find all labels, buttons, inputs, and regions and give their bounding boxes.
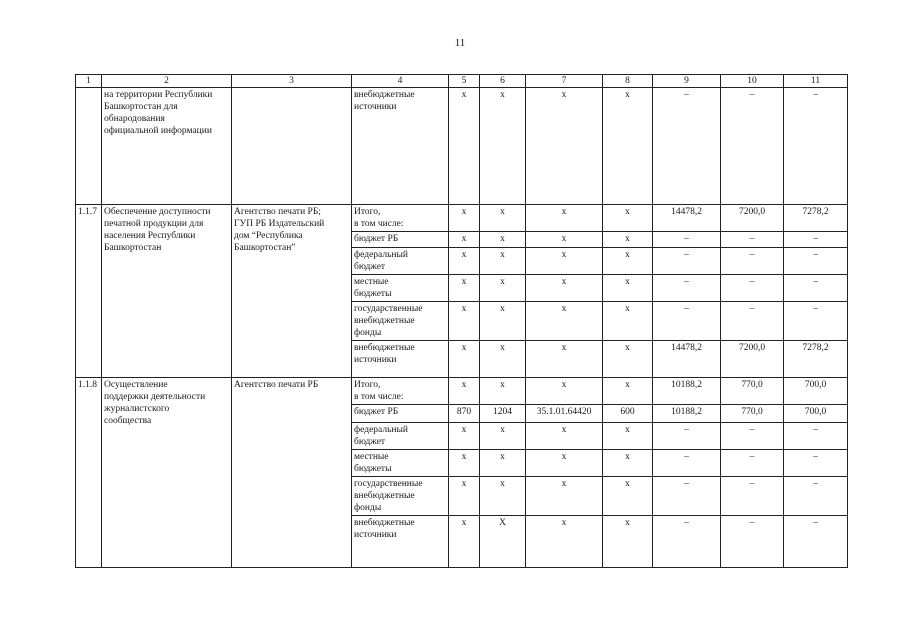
cell-col10: –	[721, 88, 784, 205]
funding-source-line: бюджет	[354, 262, 386, 272]
cell-col5: х	[449, 450, 480, 477]
cell-col10: 7200,0	[721, 341, 784, 378]
funding-source-line: в том числе:	[354, 392, 404, 402]
funding-source-line: источники	[354, 530, 397, 540]
funding-source-line: бюджеты	[354, 289, 392, 299]
executor-line: Агентство печати РБ	[234, 380, 319, 390]
funding-source-line: источники	[354, 355, 397, 365]
budget-table	[75, 74, 848, 568]
cell-col5: х	[449, 205, 480, 232]
cell-col7: х	[526, 477, 603, 516]
funding-source-line: в том числе:	[354, 219, 404, 229]
description-line: обнародования	[104, 114, 165, 124]
funding-source-line: государственные	[354, 304, 423, 314]
cell-col6: 1204	[480, 405, 526, 423]
cell-col7: х	[526, 302, 603, 341]
funding-source-line: внебюджетные	[354, 491, 415, 501]
header-row	[76, 75, 848, 88]
funding-source-cell	[352, 516, 449, 568]
cell-col6: х	[480, 378, 526, 405]
description-line: поддержки деятельности	[104, 392, 206, 402]
cell-col8: х	[603, 341, 653, 378]
cell-col8: х	[603, 88, 653, 205]
description-line: на территории Республики	[104, 90, 213, 100]
column-header: 7	[526, 75, 603, 88]
cell-col6: х	[480, 477, 526, 516]
description-line: печатной продукции для	[104, 219, 204, 229]
cell-col8: х	[603, 302, 653, 341]
funding-source-line: федеральный	[354, 250, 408, 260]
cell-col6: х	[480, 341, 526, 378]
description-line: Башкортостан	[104, 243, 162, 253]
cell-col8: х	[603, 450, 653, 477]
item-number-cell: 1.1.7	[76, 205, 102, 378]
funding-source-line: внебюджетные	[354, 316, 415, 326]
table-row	[76, 205, 848, 232]
column-header: 6	[480, 75, 526, 88]
cell-col5: х	[449, 248, 480, 275]
column-header: 8	[603, 75, 653, 88]
cell-col11: –	[784, 423, 848, 450]
funding-source-cell	[352, 423, 449, 450]
cell-col6: х	[480, 88, 526, 205]
funding-source-line: внебюджетные	[354, 518, 415, 528]
column-header: 3	[232, 75, 352, 88]
cell-col7: х	[526, 341, 603, 378]
cell-col6: х	[480, 275, 526, 302]
cell-col7: х	[526, 248, 603, 275]
cell-col11: 7278,2	[784, 341, 848, 378]
cell-col7: х	[526, 88, 603, 205]
cell-col11: –	[784, 275, 848, 302]
cell-col8: х	[603, 516, 653, 568]
cell-col5: х	[449, 423, 480, 450]
cell-col10: 770,0	[721, 405, 784, 423]
funding-source-line: государственные	[354, 479, 423, 489]
cell-col9: 14478,2	[653, 205, 721, 232]
description-line: сообщества	[104, 416, 152, 426]
cell-col8: х	[603, 205, 653, 232]
cell-col5: х	[449, 378, 480, 405]
column-header: 11	[784, 75, 848, 88]
cell-col5: х	[449, 477, 480, 516]
executor-line: Башкортостан”	[234, 243, 296, 253]
funding-source-line: местные	[354, 452, 389, 462]
cell-col7: х	[526, 423, 603, 450]
item-number-cell	[76, 88, 102, 205]
cell-col9: –	[653, 423, 721, 450]
column-header: 4	[352, 75, 449, 88]
cell-col10: –	[721, 450, 784, 477]
funding-source-line: федеральный	[354, 425, 408, 435]
column-header: 2	[102, 75, 232, 88]
cell-col9: –	[653, 477, 721, 516]
cell-col9: –	[653, 232, 721, 248]
cell-col7: 35.1.01.64420	[526, 405, 603, 423]
cell-col11: 700,0	[784, 378, 848, 405]
executor-line: дом “Республика	[234, 231, 303, 241]
funding-source-line: фонды	[354, 328, 382, 338]
cell-col6: х	[480, 423, 526, 450]
cell-col11: –	[784, 248, 848, 275]
cell-col11: –	[784, 88, 848, 205]
description-line: Обеспечение доступности	[104, 207, 211, 217]
cell-col10: –	[721, 477, 784, 516]
cell-col8: х	[603, 275, 653, 302]
cell-col7: х	[526, 450, 603, 477]
description-line: официальной информации	[104, 126, 212, 136]
cell-col7: х	[526, 378, 603, 405]
funding-source-line: Итого,	[354, 380, 381, 390]
cell-col9: –	[653, 88, 721, 205]
funding-source-cell	[352, 232, 449, 248]
description-cell	[102, 88, 232, 205]
funding-source-line: источники	[354, 102, 397, 112]
funding-source-line: бюджет РБ	[354, 407, 399, 417]
cell-col9: 14478,2	[653, 341, 721, 378]
cell-col9: –	[653, 248, 721, 275]
cell-col11: –	[784, 516, 848, 568]
cell-col7: х	[526, 232, 603, 248]
cell-col10: –	[721, 302, 784, 341]
executor-cell	[232, 378, 352, 568]
cell-col10: 7200,0	[721, 205, 784, 232]
funding-source-line: Итого,	[354, 207, 381, 217]
cell-col11: –	[784, 232, 848, 248]
executor-cell	[232, 88, 352, 205]
page-number: 11	[454, 37, 466, 49]
cell-col9: –	[653, 302, 721, 341]
description-line: Башкортостан для	[104, 102, 178, 112]
funding-source-cell	[352, 302, 449, 341]
funding-source-line: внебюджетные	[354, 343, 415, 353]
table-row	[76, 88, 848, 205]
cell-col5: х	[449, 232, 480, 248]
cell-col5: х	[449, 275, 480, 302]
executor-cell	[232, 205, 352, 378]
cell-col5: х	[449, 88, 480, 205]
cell-col8: х	[603, 378, 653, 405]
funding-source-line: внебюджетные	[354, 90, 415, 100]
cell-col9: –	[653, 516, 721, 568]
cell-col9: 10188,2	[653, 405, 721, 423]
description-line: населения Республики	[104, 231, 196, 241]
description-line: Осуществление	[104, 380, 168, 390]
cell-col5: х	[449, 516, 480, 568]
cell-col5: 870	[449, 405, 480, 423]
description-cell	[102, 205, 232, 378]
column-header: 9	[653, 75, 721, 88]
column-header: 10	[721, 75, 784, 88]
cell-col7: х	[526, 516, 603, 568]
funding-source-cell	[352, 205, 449, 232]
description-cell	[102, 378, 232, 568]
cell-col9: 10188,2	[653, 378, 721, 405]
cell-col10: 770,0	[721, 378, 784, 405]
cell-col6: х	[480, 450, 526, 477]
funding-source-cell	[352, 450, 449, 477]
cell-col7: х	[526, 205, 603, 232]
cell-col8: 600	[603, 405, 653, 423]
executor-line: ГУП РБ Издательский	[234, 219, 325, 229]
executor-line: Агентство печати РБ;	[234, 207, 321, 217]
cell-col6: х	[480, 232, 526, 248]
funding-source-line: бюджет РБ	[354, 234, 399, 244]
cell-col11: –	[784, 450, 848, 477]
cell-col6: х	[480, 205, 526, 232]
cell-col9: –	[653, 450, 721, 477]
cell-col7: х	[526, 275, 603, 302]
funding-source-cell	[352, 477, 449, 516]
item-number-cell: 1.1.8	[76, 378, 102, 568]
funding-source-cell	[352, 405, 449, 423]
cell-col8: х	[603, 423, 653, 450]
column-header: 5	[449, 75, 480, 88]
column-header: 1	[76, 75, 102, 88]
funding-source-cell	[352, 378, 449, 405]
cell-col5: х	[449, 341, 480, 378]
funding-source-cell	[352, 341, 449, 378]
cell-col10: –	[721, 232, 784, 248]
cell-col10: –	[721, 516, 784, 568]
cell-col6: х	[480, 302, 526, 341]
cell-col8: х	[603, 477, 653, 516]
funding-source-cell	[352, 88, 449, 205]
cell-col10: –	[721, 423, 784, 450]
cell-col8: х	[603, 248, 653, 275]
funding-source-line: фонды	[354, 503, 382, 513]
cell-col11: 700,0	[784, 405, 848, 423]
cell-col11: –	[784, 302, 848, 341]
funding-source-line: бюджеты	[354, 464, 392, 474]
funding-source-cell	[352, 275, 449, 302]
cell-col10: –	[721, 275, 784, 302]
cell-col11: 7278,2	[784, 205, 848, 232]
cell-col6: х	[480, 248, 526, 275]
cell-col10: –	[721, 248, 784, 275]
funding-source-line: бюджет	[354, 437, 386, 447]
cell-col5: х	[449, 302, 480, 341]
funding-source-line: местные	[354, 277, 389, 287]
funding-source-cell	[352, 248, 449, 275]
cell-col8: х	[603, 232, 653, 248]
description-line: журналистского	[104, 404, 170, 414]
cell-col6: Х	[480, 516, 526, 568]
cell-col9: –	[653, 275, 721, 302]
cell-col11: –	[784, 477, 848, 516]
table-row	[76, 378, 848, 405]
